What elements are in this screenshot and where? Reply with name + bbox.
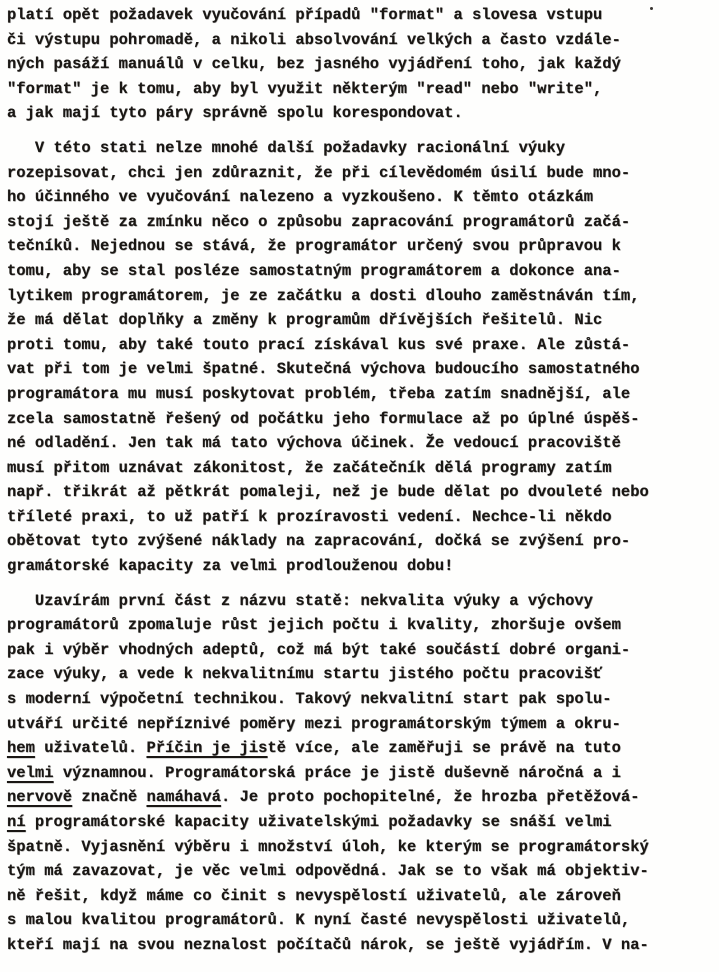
- text-line: pak i výběr vhodných adeptů, což má být také součástí dobré organi-: [7, 640, 631, 659]
- paragraph: [7, 589, 649, 958]
- text-segment: uživatelů.: [34, 739, 147, 758]
- text-line: ných pasáží manuálů v celku, bez jasného vyjádření toho, jak každý: [7, 55, 621, 74]
- text-line: zace výuky, a vede k nekvalitnímu startu jistého počtu pracovišť: [7, 665, 603, 684]
- text-line: platí opět požadavek vyučování případů "format" a slovesa vstupu: [7, 6, 603, 24]
- text-line: vat při tom je velmi špatné. Skutečná výchova budoucího samostatného: [7, 360, 640, 379]
- underline-mark: velmi: [7, 763, 54, 782]
- text-line: tomu, aby se stal posléze samostatným programátorem a dokonce ana-: [7, 261, 621, 280]
- text-line: [7, 785, 649, 810]
- underline-mark: Příčin je jis: [146, 739, 268, 758]
- text-line: "format" je k tomu, aby byl využit některým "read" nebo "write",: [7, 79, 603, 98]
- text-line: špatně. Vyjasnění výběru i množství úloh, ke kterým se programátorský: [7, 837, 649, 856]
- scan-speck: [650, 7, 653, 10]
- text-line: musí přitom uznávat zákonitost, že začátečník dělá programy zatím: [7, 458, 612, 477]
- text-line: že má dělat doplňky a změny k programům dřívějších řešitelů. Nic: [7, 311, 603, 330]
- text-line: rozepisovat, chci jen zdůraznit, že při cílevědomém úsilí bude mno-: [7, 163, 631, 182]
- text-line: [7, 761, 649, 786]
- text-line: tečníků. Nejednou se stává, že programátor určený svou průpravou k: [7, 237, 621, 256]
- text-line: např. třikrát až pětkrát pomaleji, než je bude dělat po dvouleté nebo: [7, 483, 649, 502]
- underline-mark: namáhavá: [146, 788, 221, 807]
- typewritten-text: [7, 3, 649, 958]
- text-line: proti tomu, aby také touto prací získával kus své praxe. Ale zůstá-: [7, 335, 631, 354]
- underline-mark: nervově: [7, 788, 73, 807]
- text-line: či výstupu pohromadě, a nikoli absolvování velkých a často vzdále-: [7, 30, 621, 49]
- text-line: s malou kvalitou programátorů. K nyní časté nevyspělosti uživatelů,: [7, 911, 631, 930]
- text-line: gramátorské kapacity za velmi prodlouženou dobu!: [7, 557, 454, 576]
- text-line: lytikem programátorem, je ze začátku a dosti dlouho zaměstnáván tím,: [7, 286, 640, 305]
- text-line: [7, 736, 649, 761]
- text-line: s moderní výpočetní technikou. Takový nekvalitní start pak spolu-: [7, 690, 612, 709]
- text-segment: významnou. Programátorská práce je jistě duševně náročná a i: [53, 763, 621, 782]
- text-line: programátora mu musí poskytovat problém, třeba zatím snadnější, ale: [7, 384, 631, 403]
- text-line: tým má zavazovat, je věc velmi odpovědná. Jak se to však má objektiv-: [7, 862, 649, 881]
- text-segment: programátorské kapacity uživatelskými požadavky se snáší velmi: [25, 813, 612, 831]
- text-line: a jak mají tyto páry správně spolu korespondovat.: [7, 104, 463, 123]
- text-line: obětovat tyto zvýšené náklady na zapracování, dočká se zvýšení pro-: [7, 532, 631, 551]
- text-line: tříleté praxi, to už patří k prozíravosti vedení. Nechce-li někdo: [7, 507, 612, 526]
- underline-mark: ní: [7, 813, 26, 831]
- text-line: zcela samostatně řešený od počátku jeho formulace až po úplné úspěš-: [7, 409, 640, 428]
- paragraph: [7, 136, 649, 579]
- paragraph: [7, 3, 649, 126]
- text-segment: . Je proto pochopitelné, že hrozba přetěžová-: [220, 788, 640, 807]
- text-line: Uzavírám první část z názvu statě: nekvalita výuky a výchovy: [34, 591, 593, 610]
- text-line: ně řešit, když máme co činit s nevyspělostí uživatelů, ale zároveň: [7, 886, 621, 905]
- text-line: stojí ještě za zmínku něco o způsobu zapracování programátorů začá-: [7, 212, 631, 231]
- text-segment: tě více, ale zaměřuji se právě na tuto: [267, 739, 621, 758]
- underline-mark: hem: [7, 739, 35, 758]
- text-line: utváří určité nepříznivé poměry mezi programátorským týmem a okru-: [7, 714, 621, 733]
- text-segment: značně: [72, 788, 147, 807]
- text-line: né odladění. Jen tak má tato výchova účinek. Že vedoucí pracoviště: [7, 434, 621, 453]
- text-line: programátorů zpomaluje růst jejich počtu i kvality, zhoršuje ovšem: [7, 616, 621, 635]
- text-line: ho účinného ve vyučování nalezeno a vyzkoušeno. K těmto otázkám: [7, 188, 593, 207]
- text-line: [7, 810, 649, 835]
- text-line: V této stati nelze mnohé další požadavky racionální výuky: [34, 138, 566, 157]
- text-line: kteří mají na svou neznalost počítačů nárok, se ještě vyjádřím. V na-: [7, 935, 649, 954]
